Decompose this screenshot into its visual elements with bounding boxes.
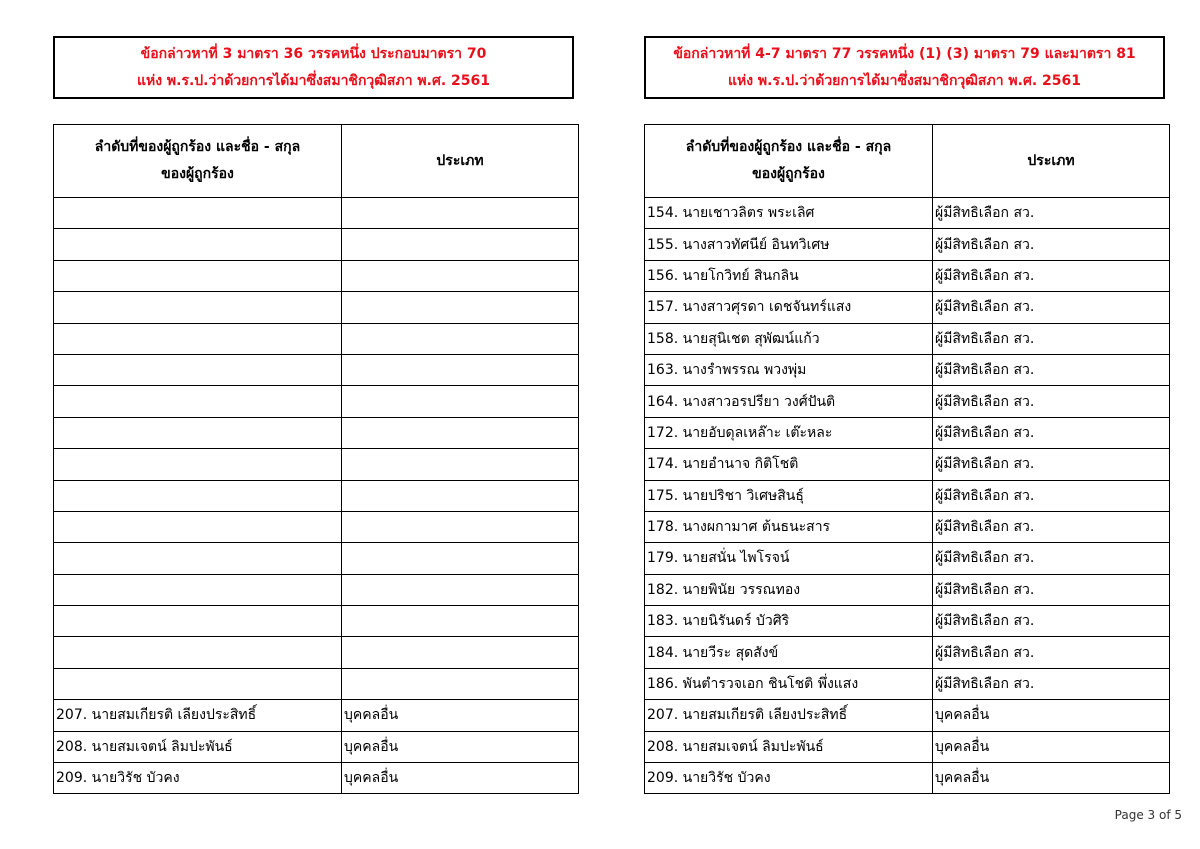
respondent-type-cell [342, 417, 579, 448]
respondent-type-cell: ผู้มีสิทธิเลือก สว. [933, 386, 1170, 417]
respondent-type-cell: ผู้มีสิทธิเลือก สว. [933, 637, 1170, 668]
table-row [645, 354, 1170, 385]
respondent-name-cell: 172. นายอับดุลเหล๊าะ เต๊ะหละ [645, 417, 933, 448]
respondent-type-cell: ผู้มีสิทธิเลือก สว. [933, 449, 1170, 480]
left-col-name-header-line2: ของผู้ถูกร้อง [161, 166, 234, 182]
right-title-box [644, 36, 1165, 99]
respondent-name-cell: 207. นายสมเกียรติ เลียงประสิทธิ์ [54, 700, 342, 731]
table-row [54, 229, 579, 260]
table-row [54, 354, 579, 385]
respondent-name-cell: 174. นายอำนาจ กิติโชติ [645, 449, 933, 480]
respondent-name-cell [54, 668, 342, 699]
respondent-type-cell [342, 543, 579, 574]
respondent-name-cell [54, 323, 342, 354]
respondent-type-cell: บุคคลอื่น [342, 763, 579, 794]
respondent-type-cell [342, 606, 579, 637]
respondent-name-cell: 179. นายสนั่น ไพโรจน์ [645, 543, 933, 574]
respondent-name-cell: 154. นายเชาวลิตร พระเลิศ [645, 198, 933, 229]
right-col-name-header-line2: ของผู้ถูกร้อง [752, 166, 825, 182]
respondent-type-cell: ผู้มีสิทธิเลือก สว. [933, 260, 1170, 291]
table-row [54, 731, 579, 762]
table-row [645, 229, 1170, 260]
respondent-name-cell: 155. นางสาวทัศนีย์ อินทวิเศษ [645, 229, 933, 260]
respondent-name-cell [54, 354, 342, 385]
respondent-type-cell: ผู้มีสิทธิเลือก สว. [933, 511, 1170, 542]
page-number: Page 3 of 5 [1114, 808, 1182, 822]
respondent-name-cell: 208. นายสมเจตน์ ลิมปะพันธ์ [54, 731, 342, 762]
respondent-name-cell [54, 198, 342, 229]
respondent-type-cell: บุคคลอื่น [342, 700, 579, 731]
left-table-header [54, 125, 579, 198]
table-row [645, 323, 1170, 354]
table-row [54, 323, 579, 354]
table-row [645, 637, 1170, 668]
left-col-name-header-line1: ลำดับที่ของผู้ถูกร้อง และชื่อ - สกุล [94, 139, 301, 155]
table-row [54, 543, 579, 574]
table-row [645, 543, 1170, 574]
respondent-type-cell [342, 637, 579, 668]
right-table-header [645, 125, 1170, 198]
table-row [54, 511, 579, 542]
table-row [645, 292, 1170, 323]
respondent-name-cell [54, 292, 342, 323]
respondent-name-cell: 207. นายสมเกียรติ เลียงประสิทธิ์ [645, 700, 933, 731]
respondent-name-cell: 182. นายพินัย วรรณทอง [645, 574, 933, 605]
table-row [645, 198, 1170, 229]
respondent-name-cell: 208. นายสมเจตน์ ลิมปะพันธ์ [645, 731, 933, 762]
respondent-type-cell: ผู้มีสิทธิเลือก สว. [933, 606, 1170, 637]
respondent-name-cell: 209. นายวิรัช บัวคง [645, 763, 933, 794]
respondent-type-cell: ผู้มีสิทธิเลือก สว. [933, 480, 1170, 511]
table-row [54, 668, 579, 699]
respondent-name-cell [54, 606, 342, 637]
respondent-type-cell [342, 668, 579, 699]
respondent-name-cell: 175. นายปริชา วิเศษสินธุ์ [645, 480, 933, 511]
respondent-type-cell [342, 511, 579, 542]
right-col-type-header: ประเภท [933, 125, 1170, 198]
table-row [645, 763, 1170, 794]
respondent-name-cell: 178. นางผกามาศ ต้นธนะสาร [645, 511, 933, 542]
respondent-type-cell [342, 198, 579, 229]
respondent-name-cell [54, 480, 342, 511]
table-row [645, 574, 1170, 605]
respondent-type-cell [342, 260, 579, 291]
table-row [54, 637, 579, 668]
left-table-body [54, 198, 579, 794]
respondent-type-cell: บุคคลอื่น [342, 731, 579, 762]
respondent-name-cell [54, 574, 342, 605]
table-row [54, 198, 579, 229]
table-row [645, 480, 1170, 511]
table-row [645, 668, 1170, 699]
table-row [645, 606, 1170, 637]
table-row [645, 449, 1170, 480]
respondent-name-cell [54, 511, 342, 542]
respondent-type-cell: ผู้มีสิทธิเลือก สว. [933, 198, 1170, 229]
right-col-name-header [645, 125, 933, 198]
table-row [54, 386, 579, 417]
table-row [645, 417, 1170, 448]
respondent-name-cell [54, 386, 342, 417]
table-row [645, 731, 1170, 762]
table-row [54, 417, 579, 448]
table-row [645, 700, 1170, 731]
respondent-name-cell: 163. นางรำพรรณ พวงพุ่ม [645, 354, 933, 385]
table-row [54, 606, 579, 637]
respondent-name-cell [54, 449, 342, 480]
respondent-name-cell: 183. นายนิรันดร์ บัวศิริ [645, 606, 933, 637]
respondent-type-cell: ผู้มีสิทธิเลือก สว. [933, 229, 1170, 260]
respondent-name-cell: 157. นางสาวศุรดา เดชจันทร์แสง [645, 292, 933, 323]
respondent-type-cell [342, 354, 579, 385]
respondent-type-cell [342, 480, 579, 511]
respondent-name-cell: 164. นางสาวอรปรียา วงศ์ปันติ [645, 386, 933, 417]
respondent-type-cell: ผู้มีสิทธิเลือก สว. [933, 292, 1170, 323]
respondent-type-cell: บุคคลอื่น [933, 731, 1170, 762]
respondent-name-cell: 186. พันตำรวจเอก ชินโชติ พึ่งแสง [645, 668, 933, 699]
table-row [54, 292, 579, 323]
respondent-type-cell [342, 449, 579, 480]
table-row [54, 260, 579, 291]
respondent-type-cell: ผู้มีสิทธิเลือก สว. [933, 668, 1170, 699]
right-title-line2: แห่ง พ.ร.ป.ว่าด้วยการได้มาซึ่งสมาชิกวุฒิสภา พ.ศ. 2561 [727, 72, 1082, 89]
table-row [54, 574, 579, 605]
table-row [54, 449, 579, 480]
respondent-name-cell [54, 417, 342, 448]
table-row [54, 763, 579, 794]
respondent-type-cell [342, 323, 579, 354]
table-row [645, 511, 1170, 542]
respondent-name-cell [54, 543, 342, 574]
left-col-type-header: ประเภท [342, 125, 579, 198]
right-table [644, 124, 1170, 794]
respondent-type-cell: ผู้มีสิทธิเลือก สว. [933, 354, 1170, 385]
respondent-type-cell: บุคคลอื่น [933, 763, 1170, 794]
left-table [53, 124, 579, 794]
table-row [645, 260, 1170, 291]
respondent-type-cell [342, 292, 579, 323]
respondent-name-cell [54, 637, 342, 668]
respondent-type-cell [342, 386, 579, 417]
left-title-box [53, 36, 574, 99]
right-title-line1: ข้อกล่าวหาที่ 4-7 มาตรา 77 วรรคหนึ่ง (1) (3) มาตรา 79 และมาตรา 81 [673, 45, 1136, 62]
respondent-type-cell [342, 574, 579, 605]
respondent-name-cell: 156. นายโกวิทย์ สินกลิน [645, 260, 933, 291]
respondent-name-cell [54, 260, 342, 291]
respondent-type-cell: ผู้มีสิทธิเลือก สว. [933, 417, 1170, 448]
respondent-name-cell: 184. นายวีระ สุดสังข์ [645, 637, 933, 668]
respondent-name-cell: 209. นายวิรัช บัวคง [54, 763, 342, 794]
left-title-line1: ข้อกล่าวหาที่ 3 มาตรา 36 วรรคหนึ่ง ประกอบมาตรา 70 [140, 45, 487, 62]
respondent-type-cell [342, 229, 579, 260]
left-title-line2: แห่ง พ.ร.ป.ว่าด้วยการได้มาซึ่งสมาชิกวุฒิสภา พ.ศ. 2561 [136, 72, 491, 89]
left-col-name-header [54, 125, 342, 198]
respondent-name-cell: 158. นายสุนิเชต สุพัฒน์แก้ว [645, 323, 933, 354]
respondent-name-cell [54, 229, 342, 260]
right-table-body [645, 198, 1170, 794]
table-row [54, 700, 579, 731]
respondent-type-cell: บุคคลอื่น [933, 700, 1170, 731]
respondent-type-cell: ผู้มีสิทธิเลือก สว. [933, 574, 1170, 605]
table-row [54, 480, 579, 511]
respondent-type-cell: ผู้มีสิทธิเลือก สว. [933, 543, 1170, 574]
respondent-type-cell: ผู้มีสิทธิเลือก สว. [933, 323, 1170, 354]
table-row [645, 386, 1170, 417]
right-col-name-header-line1: ลำดับที่ของผู้ถูกร้อง และชื่อ - สกุล [685, 139, 892, 155]
